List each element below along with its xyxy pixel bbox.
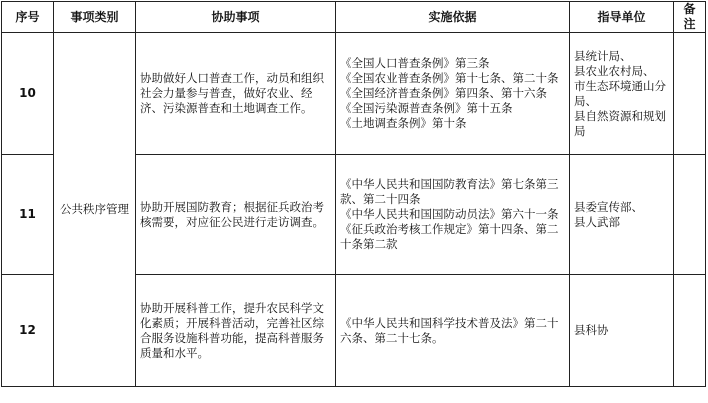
- unit-line: 县农业农村局、: [574, 63, 655, 78]
- basis-line: 《全国污染源普查条例》第十五条: [340, 101, 513, 115]
- note-cell: [674, 33, 706, 155]
- row-number: 10: [2, 33, 54, 155]
- header-matter: 协助事项: [136, 2, 336, 33]
- basis-line: 《全国人口普查条例》第三条: [340, 56, 490, 70]
- unit-line: 县统计局、: [574, 48, 632, 63]
- basis-line: 《中华人民共和国国防教育法》第七条第三款、第二十四条: [340, 177, 559, 206]
- assistance-matters-table: [1, 1, 706, 387]
- unit-line: 县人武部: [574, 214, 620, 229]
- note-cell: [674, 155, 706, 275]
- row-number: 11: [2, 155, 54, 275]
- basis-line: 《征兵政治考核工作规定》第十四条、第二十条第二款: [340, 222, 559, 251]
- matter-cell: [136, 275, 336, 387]
- note-cell: [674, 275, 706, 387]
- row-number: 12: [2, 275, 54, 387]
- matter-text: 协助开展科普工作，提升农民科学文化素质；开展科普活动，完善社区综合服务设施科普功能，提高科普服务质量和水平。: [140, 300, 324, 360]
- header-no: 序号: [2, 2, 54, 33]
- basis-line: 《全国农业普查条例》第十七条、第二十条: [340, 71, 559, 85]
- unit-line: 市生态环境通山分局、: [574, 78, 666, 108]
- basis-cell: [336, 155, 570, 275]
- header-note-text: 备注: [683, 2, 696, 31]
- basis-line: 《土地调查条例》第十条: [340, 116, 467, 130]
- matter-text: 协助做好人口普查工作，动员和组织社会力量参与普查，做好农业、经济、污染源普查和土地调查工作。: [140, 71, 324, 115]
- unit-cell: [570, 275, 674, 387]
- unit-line: 县自然资源和规划局: [574, 108, 666, 138]
- basis-line: 《中华人民共和国科学技术普及法》第二十六条、第二十七条。: [340, 315, 559, 345]
- unit-cell: [570, 155, 674, 275]
- matter-cell: [136, 33, 336, 155]
- header-category: 事项类别: [54, 2, 136, 33]
- header-unit: 指导单位: [570, 2, 674, 33]
- matter-text: 协助开展国防教育；根据征兵政治考核需要，对应征公民进行走访调查。: [140, 199, 324, 229]
- unit-line: 县委宣传部、: [574, 199, 643, 214]
- header-basis: 实施依据: [336, 2, 570, 33]
- unit-line: 县科协: [574, 323, 609, 337]
- basis-cell: [336, 275, 570, 387]
- unit-cell: [570, 33, 674, 155]
- table-row: [2, 33, 706, 155]
- category-cell: 公共秩序管理: [54, 33, 136, 387]
- basis-line: 《中华人民共和国国防动员法》第六十一条: [340, 207, 559, 221]
- matter-cell: [136, 155, 336, 275]
- basis-cell: [336, 33, 570, 155]
- header-row: [2, 2, 706, 33]
- header-note: [674, 2, 706, 33]
- basis-line: 《全国经济普查条例》第四条、第十六条: [340, 86, 547, 100]
